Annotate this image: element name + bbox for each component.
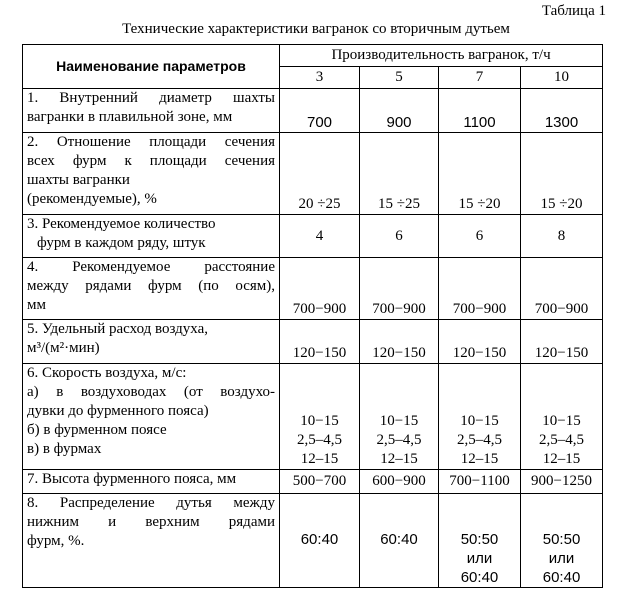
table-row: [23, 133, 603, 215]
param-cell: [23, 494, 280, 588]
value-or: или: [466, 550, 493, 567]
value-a: 10−15: [379, 413, 419, 429]
value-cell: 20 ÷25: [280, 133, 360, 215]
value-cell: 6: [360, 215, 439, 258]
value-cell: 500−700: [280, 470, 360, 494]
param-line: фурм, %.: [27, 533, 85, 549]
capacity-header: 3: [280, 67, 360, 89]
capacity-header: 7: [439, 67, 521, 89]
param-line: 2. Отношение площади сечения: [27, 134, 275, 150]
capacity-header: 5: [360, 67, 439, 89]
table-row: [23, 258, 603, 320]
value-primary: 50:50: [542, 531, 581, 548]
param-line: шахты вагранки: [27, 172, 130, 188]
param-line: между рядами фурм (по осям),: [27, 278, 275, 294]
param-line: всех фурм к площади сечения: [27, 153, 275, 169]
value-cell: 120−150: [280, 320, 360, 364]
param-line: нижним и верхним рядами: [27, 514, 275, 530]
param-line: 3. Рекомендуемое количество: [27, 216, 216, 232]
param-cell: [23, 364, 280, 470]
value-alt: 60:40: [542, 569, 581, 586]
table-row: [23, 470, 603, 494]
param-line: 5. Удельный расход воздуха,: [27, 321, 208, 337]
spec-table: [22, 44, 603, 588]
param-cell: [23, 470, 280, 494]
param-line: вагранки в плавильной зоне, мм: [27, 109, 233, 125]
value-cell: 120−150: [360, 320, 439, 364]
table-title: Технические характеристики вагранок со вторичным дутьем: [122, 21, 510, 37]
param-line: а) в воздуховодах (от воздухо-: [27, 384, 275, 400]
header-row-1: [23, 45, 603, 67]
value-a: 10−15: [300, 413, 339, 429]
table-number: Таблица 1: [541, 3, 606, 19]
param-line: фурм в каждом ряду, штук: [37, 235, 206, 251]
value-cell: 900−1250: [521, 470, 603, 494]
value-cell: [360, 364, 439, 470]
value-cell: 60:40: [360, 494, 439, 588]
value-cell: 120−150: [439, 320, 521, 364]
capacity-header: 10: [521, 67, 603, 89]
param-cell: [23, 133, 280, 215]
value-cell: [439, 494, 521, 588]
value-a: 10−15: [460, 413, 499, 429]
value-c: 12–15: [460, 451, 499, 467]
value-cell: 700−900: [521, 258, 603, 320]
param-line: дувки до фурменного пояса): [27, 403, 209, 419]
value-cell: 4: [280, 215, 360, 258]
param-line: мм: [27, 297, 46, 313]
param-line: в) в фурмах: [27, 441, 102, 457]
param-cell: [23, 89, 280, 133]
value-cell: [280, 364, 360, 470]
param-line: 7. Высота фурменного пояса, мм: [27, 471, 237, 487]
param-column-header: Наименование параметров: [23, 45, 280, 89]
param-cell: [23, 320, 280, 364]
param-line: б) в фурменном поясе: [27, 422, 167, 438]
table-row: [23, 320, 603, 364]
value-or: или: [548, 550, 575, 567]
param-line: 8. Распределение дутья между: [27, 495, 275, 511]
value-cell: 700−900: [360, 258, 439, 320]
value-b: 2,5–4,5: [539, 432, 585, 448]
value-cell: 15 ÷20: [439, 133, 521, 215]
table-row: [23, 494, 603, 588]
param-line: 1. Внутренний диаметр шахты: [27, 90, 275, 106]
value-primary: 50:50: [460, 531, 499, 548]
value-cell: 120−150: [521, 320, 603, 364]
value-b: 2,5–4,5: [297, 432, 342, 448]
value-cell: 1100: [439, 89, 521, 133]
value-cell: 1300: [521, 89, 603, 133]
value-cell: 15 ÷20: [521, 133, 603, 215]
value-cell: 700−900: [280, 258, 360, 320]
value-cell: 700−1100: [439, 470, 521, 494]
value-b: 2,5–4,5: [376, 432, 422, 448]
value-cell: [521, 494, 603, 588]
capacity-group-header: Производительность вагранок, т/ч: [280, 45, 603, 67]
value-cell: 600−900: [360, 470, 439, 494]
table-row: [23, 215, 603, 258]
value-c: 12–15: [542, 451, 581, 467]
table-row: [23, 364, 603, 470]
param-cell: [23, 258, 280, 320]
value-cell: [439, 364, 521, 470]
value-cell: 700−900: [439, 258, 521, 320]
value-cell: 8: [521, 215, 603, 258]
value-b: 2,5–4,5: [457, 432, 502, 448]
value-cell: 15 ÷25: [360, 133, 439, 215]
value-c: 12–15: [380, 451, 418, 467]
param-cell: [23, 215, 280, 258]
value-alt: 60:40: [460, 569, 499, 586]
value-cell: 700: [280, 89, 360, 133]
value-c: 12–15: [300, 451, 339, 467]
value-cell: 60:40: [280, 494, 360, 588]
param-line: 4. Рекомендуемое расстояние: [27, 259, 275, 275]
value-cell: 900: [360, 89, 439, 133]
table-row: [23, 89, 603, 133]
param-line: (рекомендуемые), %: [27, 191, 157, 207]
value-cell: [521, 364, 603, 470]
value-a: 10−15: [542, 413, 581, 429]
value-cell: 6: [439, 215, 521, 258]
param-line: м³/(м²·мин): [27, 340, 100, 356]
param-line: 6. Скорость воздуха, м/с:: [27, 365, 187, 381]
